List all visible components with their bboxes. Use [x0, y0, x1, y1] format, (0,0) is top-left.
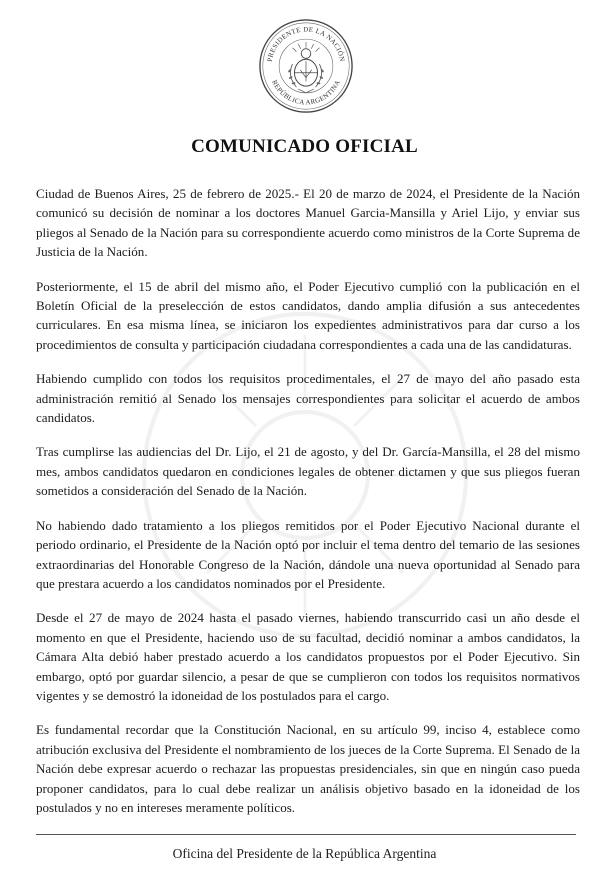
paragraph: Es fundamental recordar que la Constitución Nacional, en su artículo 99, inciso 4, establece como atribución exclusiva del Presidente el nombramiento de los jueces de la Corte Suprema. El Senado de la Nación debe expresar acuerdo o rechazar las propuestas presidenciales, sin que en ningún caso pueda proponer candidatos, para lo cual debe realizar un análisis objetivo basado en la idoneidad de los postulados y no en intereses meramente políticos. [36, 722, 580, 815]
paragraph: Ciudad de Buenos Aires, 25 de febrero de 2025.- El 20 de marzo de 2024, el Presidente de la Nación comunicó su decisión de nominar a los doctores Manuel Garcia-Mansilla y Ariel Lijo, y enviar sus pliegos al Senado de la Nación para su correspondiente acuerdo como ministros de la Corte Suprema de Justicia de la Nación. [36, 186, 580, 260]
footer-signature: Oficina del Presidente de la República Argentina [172, 846, 437, 861]
document-body [36, 184, 580, 832]
paragraph: Posteriormente, el 15 de abril del mismo año, el Poder Ejecutivo cumplió con la publicación en el Boletín Oficial de la preselección de estos candidatos, dando amplia difusión a sus antecedentes curriculares. En esa misma línea, se iniciaron los expedientes administrativos para dar curso a los procedimientos de consulta y participación ciudadana correspondientes a cada una de las candidaturas. [36, 278, 580, 352]
seal-bottom-text: REPÚBLICA ARGENTINA [270, 79, 342, 107]
paragraph: Tras cumplirse las audiencias del Dr. Lijo, el 21 de agosto, y del Dr. García-Mansilla, el 28 del mismo mes, ambos candidatos quedaron en condiciones legales de obtener dictamen y que sus pliegos fueran sometidos a consideración del Senado de la Nación. [36, 444, 580, 499]
paragraph: Habiendo cumplido con todos los requisitos procedimentales, el 27 de mayo del año pasado esta administración remitió al Senado los mensajes correspondientes para solicitar el acuerdo de ambos candidatos. [36, 371, 580, 426]
paragraph: No habiendo dado tratamiento a los pliegos remitidos por el Poder Ejecutivo Nacional durante el periodo ordinario, el Presidente de la Nación optó por incluir el tema dentro del temario de las sesiones extraordinarias del Honorable Congreso de la Nación, dándole una nueva oportunidad al Senado para que prestara acuerdo a los candidatos nominados por el Presidente. [36, 517, 580, 591]
seal-top-text: PRESIDENTE DE LA NACIÓN [266, 26, 346, 63]
paragraph: Desde el 27 de mayo de 2024 hasta el pasado viernes, habiendo transcurrido casi un año desde el momento en que el Presidente, haciendo uso de su facultad, decidió nominar a ambos candidatos, la Cámara Alta debió haber prestado acuerdo a los candidatos propuestos por el Poder Ejecutivo. Sin embargo, optó por guardar silencio, a pesar de que se cumplieron con todos los requisitos normativos vigentes y se demostró la idoneidad de los postulados para el cargo. [36, 610, 580, 703]
presidential-seal-icon [258, 18, 354, 114]
footer-divider [36, 834, 576, 835]
page-title: COMUNICADO OFICIAL [191, 136, 418, 157]
